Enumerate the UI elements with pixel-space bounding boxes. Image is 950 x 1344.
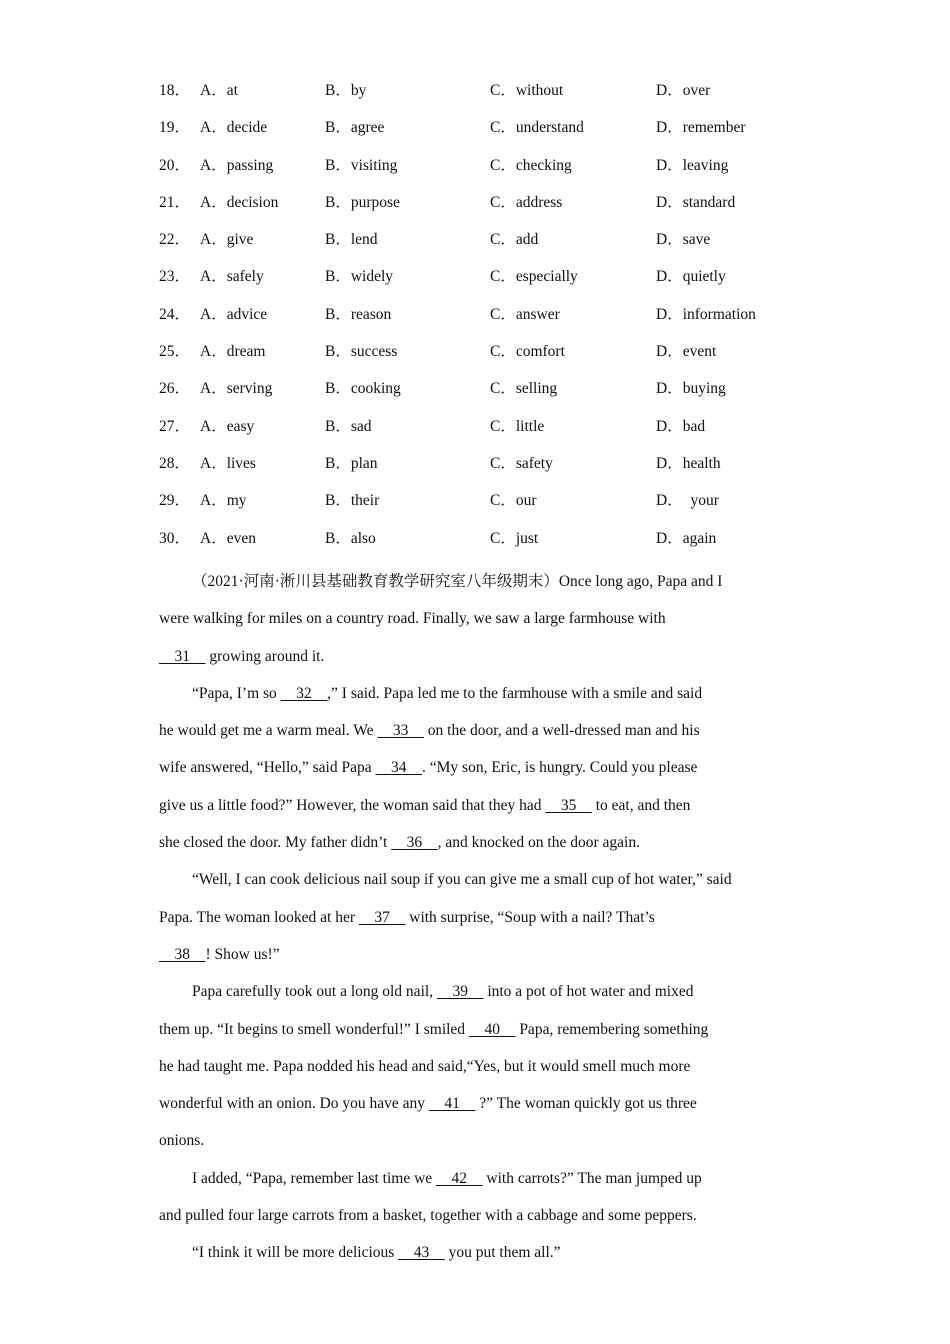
option-b[interactable]: B．agree xyxy=(325,119,385,137)
option-d[interactable]: D．event xyxy=(656,343,717,361)
option-c[interactable]: C．little xyxy=(490,417,545,435)
passage-line: he would get me a warm meal. We 33 on the door, and a well-dressed man and his xyxy=(159,722,700,740)
question-row xyxy=(159,451,799,488)
passage-line: were walking for miles on a country road. Finally, we saw a large farmhouse with xyxy=(159,610,666,628)
question-number: 28． xyxy=(159,454,191,472)
option-c[interactable]: C．understand xyxy=(490,119,584,137)
question-number: 18． xyxy=(159,82,191,99)
passage-line: and pulled four large carrots from a basket, together with a cabbage and some peppers. xyxy=(159,1207,697,1225)
option-a[interactable]: A．decision xyxy=(200,193,279,211)
passage-line: he had taught me. Papa nodded his head and said,“Yes, but it would smell much more xyxy=(159,1057,691,1075)
option-b[interactable]: B．by xyxy=(325,82,367,99)
question-number: 24． xyxy=(159,305,191,323)
option-a[interactable]: A．dream xyxy=(200,343,266,361)
option-a[interactable]: A．easy xyxy=(200,417,255,435)
option-b[interactable]: B．also xyxy=(325,529,376,547)
question-row xyxy=(159,153,799,190)
option-c[interactable]: C．checking xyxy=(490,156,572,174)
blank-35[interactable]: 35 xyxy=(560,796,577,814)
option-c[interactable]: C．answer xyxy=(490,305,560,323)
passage-paragraph-5 xyxy=(159,1160,791,1235)
question-row xyxy=(159,488,799,525)
question-row xyxy=(159,376,799,413)
passage-line: she closed the door. My father didn’t 36 , and knocked on the door again. xyxy=(159,834,640,852)
option-d[interactable]: D．again xyxy=(656,529,717,547)
question-number: 27． xyxy=(159,417,191,435)
option-a[interactable]: A．passing xyxy=(200,156,274,174)
option-c[interactable]: C．especially xyxy=(490,268,578,286)
option-b[interactable]: B．their xyxy=(325,492,380,510)
option-b[interactable]: B．reason xyxy=(325,305,392,323)
blank-33[interactable]: 33 xyxy=(392,722,409,740)
passage-paragraph-3 xyxy=(159,861,791,973)
option-a[interactable]: A．serving xyxy=(200,380,273,398)
option-a[interactable]: A．lives xyxy=(200,454,256,472)
passage-line: give us a little food?” However, the woman said that they had 35 to eat, and then xyxy=(159,796,691,814)
option-b[interactable]: B．plan xyxy=(325,454,378,472)
passage-paragraph-2 xyxy=(159,675,791,861)
option-a[interactable]: A．advice xyxy=(200,305,268,323)
option-d[interactable]: D．over xyxy=(656,82,711,99)
option-c[interactable]: C．add xyxy=(490,231,539,249)
passage-line: “Papa, I’m so 32 ,” I said. Papa led me to the farmhouse with a smile and said xyxy=(192,684,703,702)
cloze-passage xyxy=(159,563,791,1272)
passage-line: I added, “Papa, remember last time we 42 with carrots?” The man jumped up xyxy=(192,1169,702,1187)
passage-line: Papa. The woman looked at her 37 with surprise, “Soup with a nail? That’s xyxy=(159,908,655,926)
question-row xyxy=(159,264,799,301)
passage-line: 31 growing around it. xyxy=(126,638,791,675)
question-number: 26． xyxy=(159,380,191,398)
option-a[interactable]: A．give xyxy=(200,231,254,249)
blank-42[interactable]: 42 xyxy=(451,1169,468,1187)
blank-37[interactable]: 37 xyxy=(374,908,390,926)
passage-line: them up. “It begins to smell wonderful!” I smiled 40 Papa, remembering something xyxy=(159,1020,709,1038)
question-number: 19． xyxy=(159,119,191,137)
question-row xyxy=(159,302,799,339)
passage-line: 38 ! Show us!” xyxy=(126,936,791,973)
option-c[interactable]: C．our xyxy=(490,492,537,510)
option-b[interactable]: B．sad xyxy=(325,417,372,435)
passage-line: （2021·河南·淅川县基础教育教学研究室八年级期末）Once long ago, Papa and I xyxy=(192,573,723,590)
blank-39[interactable]: 39 xyxy=(452,983,468,1001)
option-a[interactable]: A．my xyxy=(200,492,247,510)
option-b[interactable]: B．cooking xyxy=(325,380,401,398)
option-a[interactable]: A．even xyxy=(200,529,256,547)
option-a[interactable]: A．at xyxy=(200,82,238,99)
passage-paragraph-6 xyxy=(159,1234,791,1271)
option-a[interactable]: A．safely xyxy=(200,268,264,286)
blank-40[interactable]: 40 xyxy=(484,1020,500,1038)
option-c[interactable]: C．safety xyxy=(490,454,553,472)
question-number: 23． xyxy=(159,268,191,286)
blank-34[interactable]: 34 xyxy=(391,759,407,777)
passage-paragraph-4 xyxy=(159,973,791,1159)
option-c[interactable]: C．comfort xyxy=(490,343,565,361)
question-row xyxy=(159,115,799,152)
passage-line: “Well, I can cook delicious nail soup if you can give me a small cup of hot water,” said xyxy=(192,871,732,889)
question-number: 30． xyxy=(159,529,191,547)
option-b[interactable]: B．purpose xyxy=(325,193,400,211)
question-row xyxy=(159,339,799,376)
question-row xyxy=(159,78,799,115)
question-row xyxy=(159,414,799,451)
option-d[interactable]: D．health xyxy=(656,454,721,472)
option-b[interactable]: B．success xyxy=(325,343,398,361)
blank-36[interactable]: 36 xyxy=(406,834,423,852)
option-d[interactable]: D．buying xyxy=(656,380,726,398)
option-d[interactable]: D．standard xyxy=(656,193,736,211)
passage-paragraph-1 xyxy=(159,563,791,675)
question-number: 22． xyxy=(159,231,191,249)
question-number: 25． xyxy=(159,343,191,361)
option-b[interactable]: B．lend xyxy=(325,231,378,249)
blank-41[interactable]: 41 xyxy=(444,1095,460,1113)
answer-options-list xyxy=(159,78,799,563)
option-d[interactable]: D． your xyxy=(656,492,719,510)
blank-43[interactable]: 43 xyxy=(413,1244,430,1262)
question-row xyxy=(159,227,799,264)
blank-32[interactable]: 32 xyxy=(296,684,312,702)
option-d[interactable]: D．remember xyxy=(656,119,746,137)
option-d[interactable]: D．information xyxy=(656,305,756,323)
question-number: 21． xyxy=(159,193,191,211)
question-number: 29． xyxy=(159,492,191,510)
blank-31[interactable]: 31 xyxy=(174,647,190,665)
option-d[interactable]: D．quietly xyxy=(656,268,726,286)
option-c[interactable]: C．without xyxy=(490,82,564,99)
question-row xyxy=(159,526,799,563)
option-b[interactable]: B．widely xyxy=(325,268,394,286)
passage-line: “I think it will be more delicious 43 you put them all.” xyxy=(192,1244,561,1262)
option-d[interactable]: D．bad xyxy=(656,417,706,435)
option-d[interactable]: D．save xyxy=(656,231,711,249)
passage-line: wonderful with an onion. Do you have any 41 ?” The woman quickly got us three xyxy=(159,1095,697,1113)
option-b[interactable]: B．visiting xyxy=(325,156,398,174)
option-c[interactable]: C．address xyxy=(490,193,563,211)
passage-line: onions. xyxy=(159,1132,205,1150)
passage-line: wife answered, “Hello,” said Papa 34 . “My son, Eric, is hungry. Could you please xyxy=(159,759,698,777)
option-a[interactable]: A．decide xyxy=(200,119,268,137)
blank-38[interactable]: 38 xyxy=(174,945,190,963)
question-row xyxy=(159,190,799,227)
option-c[interactable]: C．just xyxy=(490,529,539,547)
option-c[interactable]: C．selling xyxy=(490,380,558,398)
question-number: 20． xyxy=(159,156,191,174)
passage-line: Papa carefully took out a long old nail, 39 into a pot of hot water and mixed xyxy=(192,983,694,1001)
option-d[interactable]: D．leaving xyxy=(656,156,729,174)
